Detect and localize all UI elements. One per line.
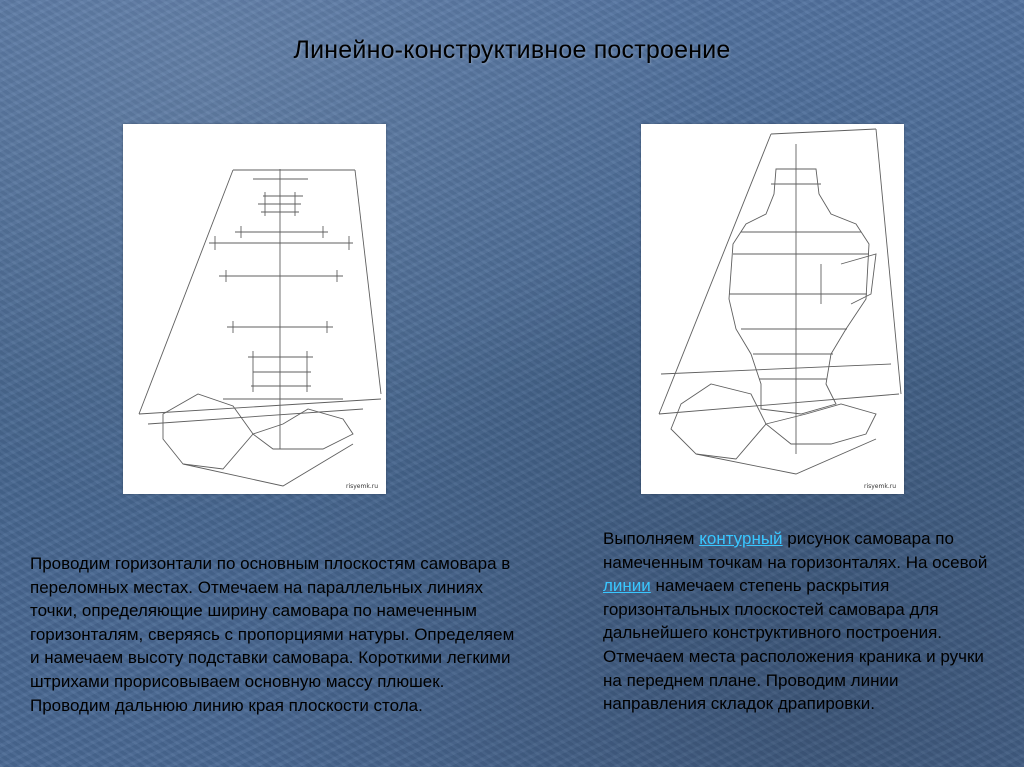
caption-left: Проводим горизонтали по основным плоскостям самовара в переломных местах. Отмечаем на параллельных линиях точки, определяющие ширину самовара по намеченным горизонталям, сверяясь с пропорциями натуры. Определяем и намечаем высоту подставки самовара. Короткими легкими штрихами прорисовываем основную массу плюшек. Проводим дальнюю линию края плоскости стола. xyxy=(30,554,515,715)
sketch-lines-right xyxy=(641,124,904,494)
caption-right-text-2: рисунок самовара по намеченным точкам на горизонталях. На осевой xyxy=(603,529,988,572)
caption-right-text-1: Выполняем xyxy=(603,529,700,548)
samovar-sketch-right-image xyxy=(641,124,904,494)
link-linii[interactable]: линии xyxy=(603,576,651,596)
caption-right xyxy=(603,527,1003,716)
caption-right-text-3: намечаем степень раскрытия горизонтальных плоскостей самовара для дальнейшего конструктивного построения. Отмечаем места расположения краника и ручки на переднем плане. Проводим линии направления складок драпировки. xyxy=(603,576,984,714)
sketch-lines-left xyxy=(123,124,386,494)
watermark-left: risyemk.ru xyxy=(346,483,378,490)
link-konturnyi[interactable]: контурный xyxy=(699,529,783,548)
slide-title: Линейно-конструктивное построение xyxy=(293,36,731,64)
samovar-sketch-left-image xyxy=(123,124,386,494)
watermark-right: risyemk.ru xyxy=(864,483,896,490)
